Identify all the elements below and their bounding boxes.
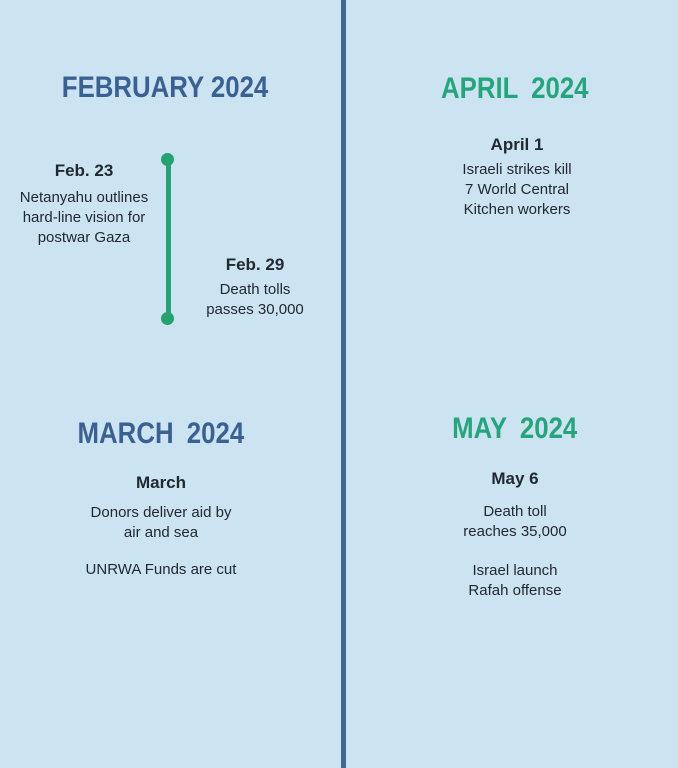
event-paragraph [438,160,596,220]
section-heading-april [349,72,678,106]
event-paragraph [76,560,246,580]
event-text-line: reaches 35,000 [463,523,567,540]
event-paragraph [76,503,246,543]
event-paragraph [180,280,330,320]
event-march [76,472,246,580]
event-text-line: hard-line vision for [22,209,146,226]
event-text-line: passes 30,000 [206,301,304,318]
april-title: APRIL 2024 [441,72,589,105]
event-may-6 [430,468,600,601]
section-heading-february [0,71,330,105]
event-text-line: Rafah offense [468,582,562,599]
event-feb-23 [8,160,160,248]
timeline-dot-top [161,153,174,166]
section-heading-march [0,417,322,451]
event-text-line: Kitchen workers [463,201,571,218]
section-heading-may [349,412,678,446]
event-date: April 1 [490,135,544,154]
event-text-line: 7 World Central [465,181,569,198]
event-paragraph [430,561,600,601]
event-text-line: air and sea [123,524,199,541]
event-april-1 [438,134,596,220]
event-date: March [135,473,187,492]
event-text-line: UNRWA Funds are cut [85,561,237,578]
event-text-line: Netanyahu outlines [19,189,149,206]
february-timeline-connector [166,160,171,319]
february-title: FEBRUARY 2024 [61,71,269,104]
timeline-dot-bottom [161,312,174,325]
event-paragraph [8,188,160,248]
column-divider [341,0,346,768]
event-text-line: Donors deliver aid by [90,504,232,521]
event-feb-29 [180,254,330,320]
event-text-line: Israeli strikes kill [462,161,572,178]
event-paragraph [430,502,600,542]
event-date: Feb. 29 [225,255,285,274]
march-title: MARCH 2024 [77,417,245,450]
event-date: Feb. 23 [54,161,114,180]
event-text-line: postwar Gaza [37,229,131,246]
may-title: MAY 2024 [452,412,578,445]
event-text-line: Israel launch [472,562,558,579]
event-text-line: Death toll [483,503,547,520]
event-date: May 6 [491,469,539,488]
event-text-line: Death tolls [219,281,291,298]
